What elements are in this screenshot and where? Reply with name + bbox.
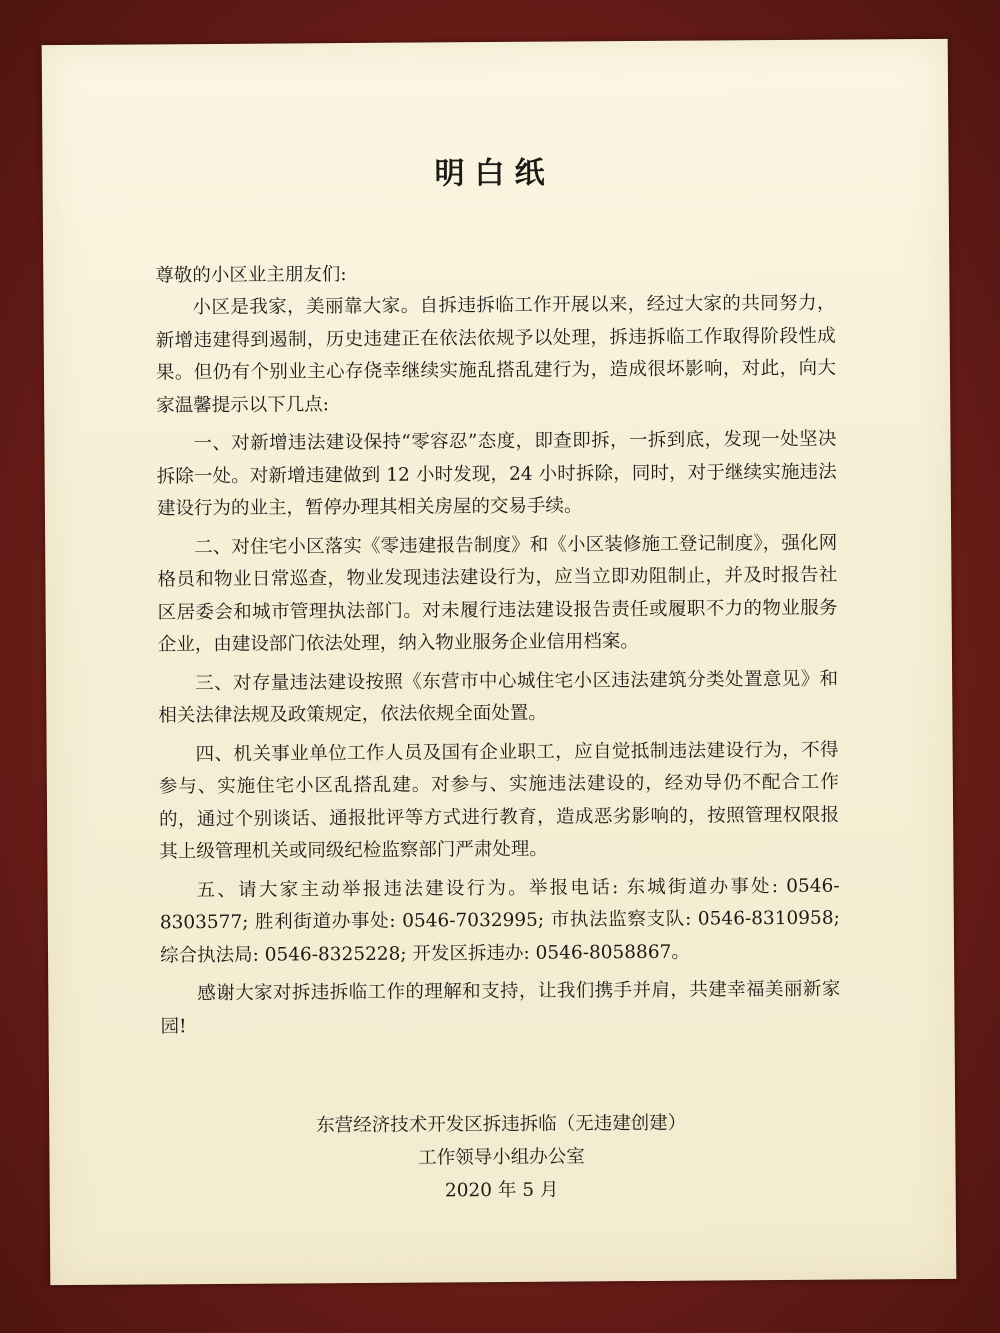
- point-three-paragraph: 三、对存量违法建设按照《东营市中心城住宅小区违法建筑分类处置意见》和相关法律法规及政策规定，依法依规全面处置。: [158, 668, 839, 727]
- point-one-paragraph: 一、对新增违法建设保持“零容忍”态度，即查即拆，一拆到底，发现一处坚决拆除一处。对新增违建做到 12 小时发现，24 小时拆除，同时，对于继续实施违法建设行为的业主，暂停办理其相关房屋的交易手续。: [156, 428, 837, 520]
- notice-title: 明白纸: [434, 155, 555, 192]
- point-four-paragraph: 四、机关事业单位工作人员及国有企业职工，应自觉抵制违法建设行为，不得参与、实施住宅小区乱搭乱建。对参与、实施违法建设的，经劝导仍不配合工作的，通过个别谈话、通报批评等方式进行教育，造成恶劣影响的，按照管理权限报其上级管理机关或同级纪检监察部门严肃处理。: [158, 739, 840, 863]
- point-two-paragraph: 二、对住宅小区落实《零违建报告制度》和《小区装修施工登记制度》，强化网格员和物业日常巡查，物业发现违法建设行为，应当立即劝阻制止，并及时报告社区居委会和城市管理执法部门。对未履行违法建设报告责任或履职不力的物业服务企业，由建设部门依法处理，纳入物业服务企业信用档案。: [157, 532, 838, 656]
- issue-date: 2020 年 5 月: [444, 1179, 559, 1202]
- notice-paper: [42, 39, 957, 1285]
- point-five-paragraph: 五、请大家主动举报违法建设行为。举报电话: 东城街道办事处: 0546-8303577; 胜利街道办事处: 0546-7032995; 市执法监察支队: 0546-8310958; 综合执法局: 0546-8325228; 开发区拆违办: 0546-8058867。: [159, 875, 840, 966]
- salutation: 尊敬的小区业主朋友们:: [155, 264, 347, 287]
- issuer-line-1: 东营经济技术开发区拆违拆临（无违建创建）: [316, 1112, 687, 1137]
- intro-paragraph: 小区是我家，美丽靠大家。自拆违拆临工作开展以来，经过大家的共同努力，新增违建得到遏制，历史违建正在依法依规予以处理，拆违拆临工作取得阶段性成果。但仍有个别业主心存侥幸继续实施乱搭乱建行为，造成很坏影响，对此，向大家温馨提示以下几点:: [155, 292, 837, 416]
- notice-body: [154, 152, 840, 1050]
- closing-paragraph: 感谢大家对拆违拆临工作的理解和支持，让我们携手并肩，共建幸福美丽新家园!: [160, 978, 841, 1037]
- signature-block: [161, 1106, 842, 1210]
- issuer-line-2: 工作领导小组办公室: [418, 1146, 585, 1169]
